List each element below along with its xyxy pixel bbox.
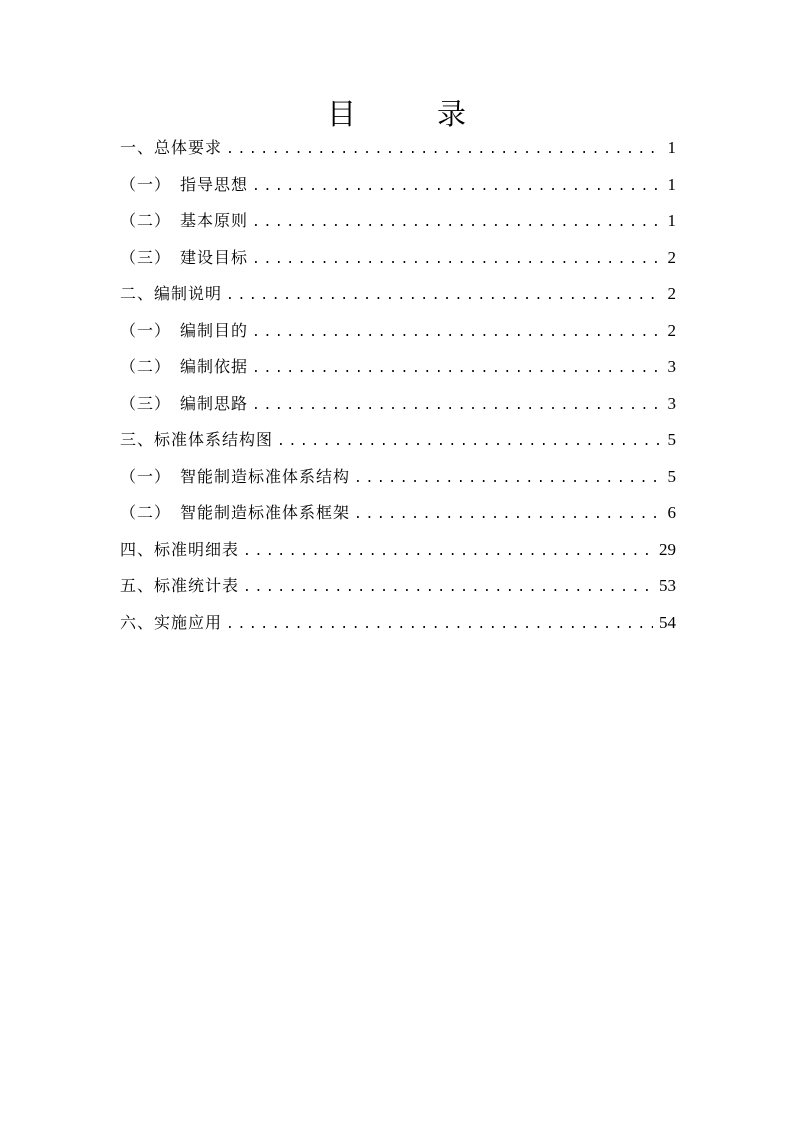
toc-entry-label: （一） 指导思想	[120, 174, 249, 194]
toc-entry[interactable]	[120, 244, 676, 281]
toc-page-number: 3	[667, 393, 676, 413]
toc-entry[interactable]	[120, 171, 676, 208]
toc-page-number: 2	[667, 284, 676, 303]
toc-entry-label: （一） 编制目的	[120, 320, 249, 340]
toc-entry[interactable]	[120, 499, 676, 536]
toc-entry[interactable]	[120, 390, 676, 427]
toc-page-number: 3	[667, 357, 676, 376]
toc-entry[interactable]	[120, 463, 676, 500]
toc-page-number: 2	[667, 320, 676, 340]
toc-page-number: 5	[667, 430, 676, 449]
toc-entry-label: 三、标准体系结构图	[120, 430, 274, 449]
toc-dot-leader	[226, 611, 653, 639]
toc-title: 目 录	[326, 97, 492, 131]
toc-entry-label: （三） 建设目标	[120, 247, 249, 267]
toc-dot-leader	[252, 173, 660, 201]
toc-page-number: 29	[659, 539, 676, 559]
toc-page-number: 1	[667, 174, 676, 194]
toc-entry-label: 六、实施应用	[120, 612, 223, 632]
toc-entry-label: （一） 智能制造标准体系结构	[120, 466, 351, 486]
toc-dot-leader	[354, 501, 660, 529]
toc-page-number: 54	[659, 612, 676, 632]
toc-entry-label: （二） 智能制造标准体系框架	[120, 503, 351, 522]
toc-dot-leader	[252, 246, 660, 274]
toc-dot-leader	[277, 428, 660, 456]
toc-entry[interactable]	[120, 134, 676, 171]
toc-entry-label: （二） 基本原则	[120, 211, 249, 230]
toc-entry[interactable]	[120, 536, 676, 573]
toc-entry-label: 二、编制说明	[120, 284, 223, 303]
toc-entry[interactable]	[120, 317, 676, 354]
toc-dot-leader	[226, 282, 660, 310]
toc-dot-leader	[243, 538, 653, 566]
toc-page-number: 5	[667, 466, 676, 486]
toc-entry[interactable]	[120, 207, 676, 244]
toc-dot-leader	[252, 355, 660, 383]
toc-entry[interactable]	[120, 572, 676, 609]
toc-page-number: 6	[667, 503, 676, 522]
toc-dot-leader	[354, 465, 660, 493]
toc-page-number: 53	[659, 576, 676, 595]
toc-page-number: 1	[667, 138, 676, 157]
toc-entry[interactable]	[120, 609, 676, 646]
toc-entry-label: 四、标准明细表	[120, 539, 240, 559]
toc-entry-label: （三） 编制思路	[120, 393, 249, 413]
toc-dot-leader	[252, 319, 660, 347]
toc-entry[interactable]	[120, 426, 676, 463]
toc-page-number: 2	[667, 247, 676, 267]
toc-entry-label: 五、标准统计表	[120, 576, 240, 595]
toc-entry-label: 一、总体要求	[120, 138, 223, 157]
toc-dot-leader	[226, 136, 660, 164]
toc-entry-label: （二） 编制依据	[120, 357, 249, 376]
toc-page-number: 1	[667, 211, 676, 230]
toc-entry[interactable]	[120, 280, 676, 317]
toc-list	[120, 134, 676, 645]
toc-entry[interactable]	[120, 353, 676, 390]
toc-dot-leader	[243, 574, 653, 602]
toc-dot-leader	[252, 209, 660, 237]
toc-dot-leader	[252, 392, 660, 420]
